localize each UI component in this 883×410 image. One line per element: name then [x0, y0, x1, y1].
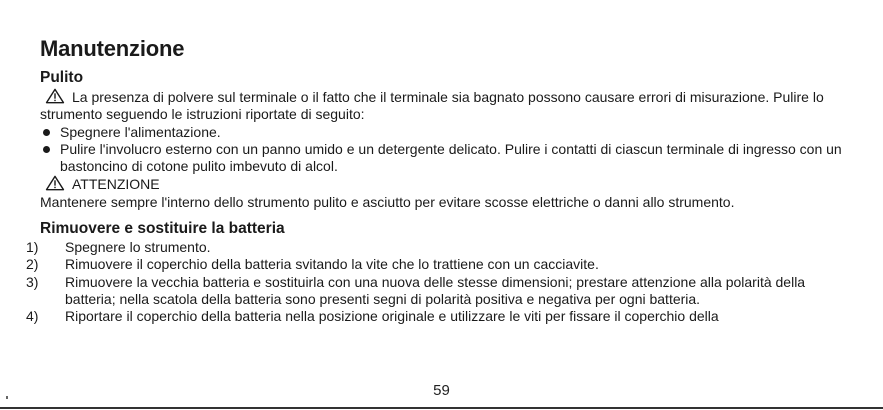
step-text: Riportare il coperchio della batteria nella posizione originale e utilizzare le viti per fissare il coperchio della [65, 308, 719, 325]
list-item [26, 256, 845, 273]
bullet-text: Spegnere l'alimentazione. [60, 123, 221, 140]
list-item [40, 141, 845, 176]
attention-label: ATTENZIONE [72, 176, 160, 193]
step-number: 2) [26, 256, 39, 273]
step-text: Spegnere lo strumento. [65, 239, 211, 256]
step-text: Rimuovere il coperchio della batteria svitando la vite che lo trattiene con un cacciavite. [65, 256, 599, 273]
battery-steps-list [26, 239, 845, 325]
page-number: 59 [433, 382, 450, 399]
list-item [26, 239, 845, 256]
step-number: 3) [26, 273, 39, 290]
step-text: Rimuovere la vecchia batteria e sostituirla con una nuova delle stesse dimensioni; prestare attenzione alla polarità della batteria; nella scatola della batteria sono presenti segni di polarità positiva e negativa per ogni batteria. [65, 273, 806, 307]
warning-text: La presenza di polvere sul terminale o il fatto che il terminale sia bagnato possono causare errori di misurazione. Pulire lo strumento seguendo le istruzioni riportate di seguito: [40, 89, 824, 123]
corner-mark [6, 396, 8, 399]
attention-line [40, 175, 845, 193]
list-item [26, 308, 845, 325]
bullet-dot-icon [43, 146, 50, 153]
cleaning-steps-list [40, 124, 845, 176]
step-number: 4) [26, 308, 39, 325]
list-item [26, 273, 845, 309]
bottom-rule [0, 407, 883, 409]
list-item [40, 124, 845, 141]
warning-triangle-icon [44, 88, 66, 104]
step-number: 1) [26, 239, 39, 256]
bullet-text: Pulire l'involucro esterno con un panno umido e un detergente delicato. Pulire i contatti di ciascun terminale di ingresso con un bastoncino di cotone pulito imbevuto di alcol. [60, 140, 842, 175]
subsection-heading-clean: Pulito [40, 69, 84, 86]
bullet-dot-icon [43, 129, 50, 136]
warning-triangle-icon [44, 175, 66, 191]
subsection-heading-battery: Rimuovere e sostituire la batteria [40, 220, 285, 238]
page-content [26, 36, 845, 326]
attention-paragraph: Mantenere sempre l'interno dello strumento pulito e asciutto per evitare scosse elettriche o danni allo strumento. [40, 193, 735, 210]
section-title: Manutenzione [40, 36, 185, 61]
warning-paragraph [40, 88, 845, 124]
